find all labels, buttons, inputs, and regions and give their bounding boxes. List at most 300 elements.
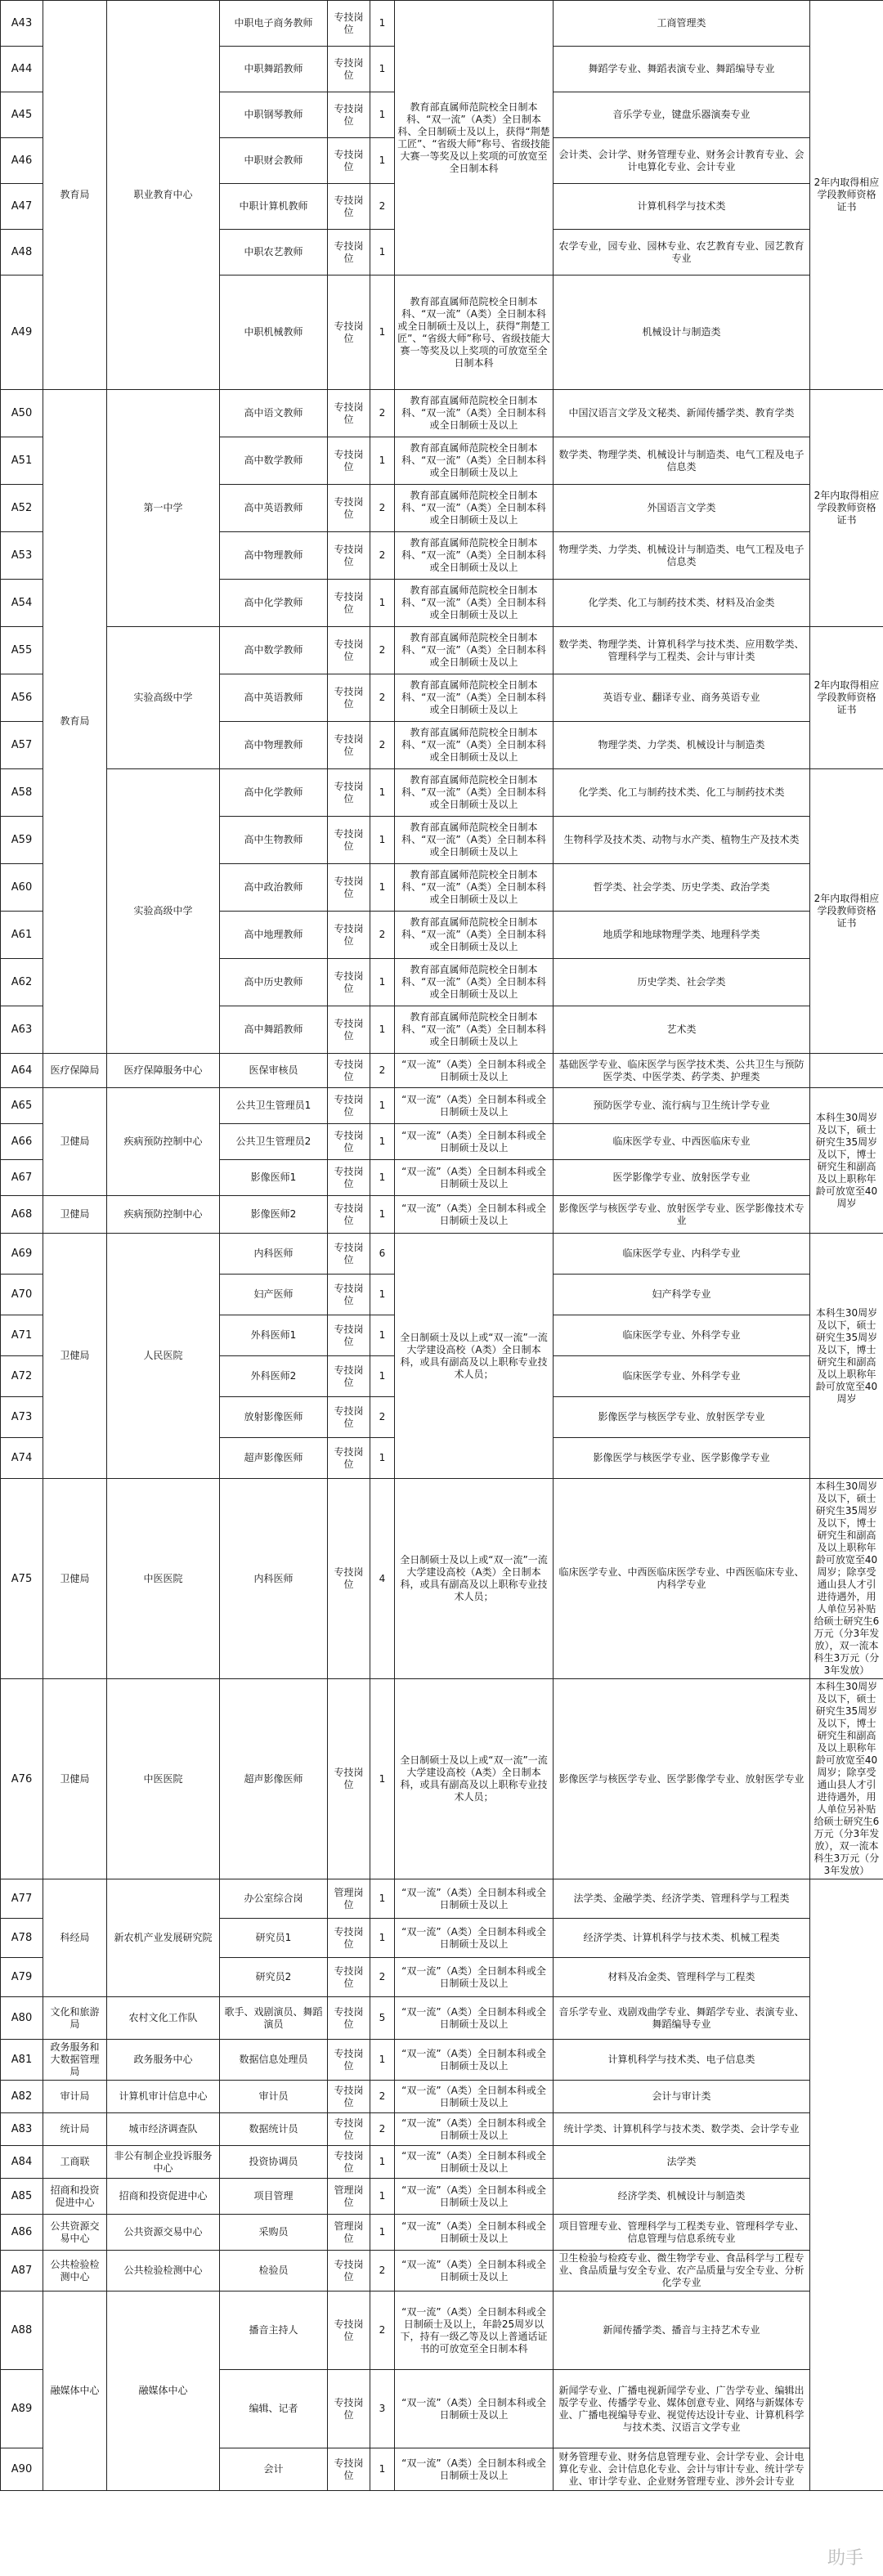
post-count: 1	[370, 1438, 395, 1479]
unit-cell: 实验高级中学	[107, 769, 220, 1054]
unit-cell: 公共检验检测中心	[107, 2251, 220, 2292]
post-count: 1	[370, 2448, 395, 2491]
major-cell: 物理学类、力学类、机械设计与制造类	[554, 722, 810, 769]
table-row	[1, 2040, 883, 2081]
post-count: 2	[370, 390, 395, 437]
condition-cell: “双一流”（A类）全日制本科或全日制硕士及以上	[395, 2370, 554, 2448]
post-count: 1	[370, 1160, 395, 1196]
post-code: A58	[1, 769, 43, 817]
post-type: 专技岗位	[328, 1124, 370, 1160]
major-cell: 会计与审计类	[554, 2081, 810, 2113]
major-cell: 计算机科学与技术类、电子信息类	[554, 2040, 810, 2081]
condition-cell: 教育部直属师范院校全日制本科、“双一流”（A类）全日制本科或全日制硕士及以上	[395, 437, 554, 485]
condition-cell: “双一流”（A类）全日制本科或全日制硕士及以上	[395, 2215, 554, 2251]
post-name: 高中生物教师	[220, 817, 328, 864]
condition-cell: “双一流”（A类）全日制本科或全日制硕士及以上	[395, 1958, 554, 1997]
major-cell: 数学类、物理学类、计算机科学与技术类、应用数学类、管理科学与工程类、会计与审计类	[554, 627, 810, 674]
note-cell	[810, 1879, 883, 2491]
post-name: 投资协调员	[220, 2146, 328, 2179]
major-cell: 法学类	[554, 2146, 810, 2179]
post-type: 专技岗位	[328, 1054, 370, 1088]
condition-cell: 教育部直属师范院校全日制本科、“双一流”（A类）全日制本科或全日制硕士及以上	[395, 485, 554, 532]
post-code: A62	[1, 959, 43, 1006]
post-name: 公共卫生管理员1	[220, 1088, 328, 1124]
major-cell: 影像医学与核医学专业、放射医学专业、医学影像技术专业	[554, 1196, 810, 1234]
post-count: 1	[370, 1196, 395, 1234]
department-cell: 卫健局	[43, 1196, 107, 1234]
post-type: 专技岗位	[328, 532, 370, 580]
condition-cell: “双一流”（A类）全日制本科或全日制硕士及以上	[395, 2448, 554, 2491]
table-row	[1, 2113, 883, 2146]
post-name: 中职电子商务教师	[220, 1, 328, 47]
major-cell: 影像医学与核医学专业、放射医学专业	[554, 1397, 810, 1438]
post-name: 中职计算机教师	[220, 184, 328, 230]
post-type: 专技岗位	[328, 1160, 370, 1196]
post-code: A51	[1, 437, 43, 485]
post-code: A60	[1, 864, 43, 912]
unit-cell: 中医医院	[107, 1679, 220, 1879]
major-cell: 艺术类	[554, 1006, 810, 1054]
post-code: A52	[1, 485, 43, 532]
major-cell: 音乐学专业，键盘乐器演奏专业	[554, 92, 810, 138]
unit-cell: 人民医院	[107, 1234, 220, 1479]
condition-cell: “双一流”（A类）全日制本科或全日制硕士及以上	[395, 1054, 554, 1088]
post-code: A71	[1, 1315, 43, 1356]
post-type: 专技岗位	[328, 1196, 370, 1234]
condition-cell: 教育部直属师范院校全日制本科、“双一流”（A类）全日制本科或全日制硕士及以上	[395, 912, 554, 959]
post-name: 检验员	[220, 2251, 328, 2292]
post-code: A90	[1, 2448, 43, 2491]
post-code: A54	[1, 580, 43, 627]
post-count: 1	[370, 1879, 395, 1919]
post-type: 专技岗位	[328, 1479, 370, 1679]
post-name: 高中化学教师	[220, 769, 328, 817]
post-type: 专技岗位	[328, 1088, 370, 1124]
post-type: 专技岗位	[328, 1397, 370, 1438]
condition-cell: 教育部直属师范院校全日制本科、“双一流”（A类）全日制本科、全日制硕士及以上，获得“荆楚工匠”、“省级大师”称号、省级技能大赛一等奖及以上奖项的可放宽至全日制本科	[395, 1, 554, 276]
post-count: 1	[370, 1006, 395, 1054]
table-row	[1, 1088, 883, 1124]
post-type: 专技岗位	[328, 1679, 370, 1879]
department-cell: 教育局	[43, 390, 107, 1054]
table-row	[1, 627, 883, 674]
condition-cell: “双一流”（A类）全日制本科或全日制硕士及以上	[395, 1879, 554, 1919]
post-type: 专技岗位	[328, 864, 370, 912]
major-cell: 计算机科学与技术类	[554, 184, 810, 230]
table-row	[1, 2292, 883, 2370]
department-cell: 统计局	[43, 2113, 107, 2146]
post-name: 数据信息处理员	[220, 2040, 328, 2081]
post-count: 2	[370, 2113, 395, 2146]
post-code: A56	[1, 674, 43, 722]
post-type: 专技岗位	[328, 1997, 370, 2040]
post-name: 中职舞蹈教师	[220, 47, 328, 92]
major-cell: 历史学类、社会学类	[554, 959, 810, 1006]
post-count: 1	[370, 2040, 395, 2081]
condition-cell: “双一流”（A类）全日制本科或全日制硕士及以上	[395, 1124, 554, 1160]
major-cell: 哲学类、社会学类、历史学类、政治学类	[554, 864, 810, 912]
post-type: 管理岗位	[328, 2179, 370, 2215]
unit-cell: 实验高级中学	[107, 627, 220, 769]
post-type: 专技岗位	[328, 2040, 370, 2081]
post-count: 1	[370, 1, 395, 47]
major-cell: 数学类、物理学类、机械设计与制造类、电气工程及电子信息类	[554, 437, 810, 485]
post-code: A82	[1, 2081, 43, 2113]
table-row	[1, 2081, 883, 2113]
condition-cell: 教育部直属师范院校全日制本科、“双一流”（A类）全日制本科或全日制硕士及以上	[395, 769, 554, 817]
major-cell: 农学专业，园专业、园林专业、农艺教育专业、园艺教育专业	[554, 230, 810, 276]
post-code: A84	[1, 2146, 43, 2179]
major-cell: 英语专业、翻译专业、商务英语专业	[554, 674, 810, 722]
post-type: 管理岗位	[328, 2215, 370, 2251]
post-code: A46	[1, 138, 43, 184]
post-code: A55	[1, 627, 43, 674]
post-count: 2	[370, 1958, 395, 1997]
post-name: 会计	[220, 2448, 328, 2491]
post-type: 专技岗位	[328, 47, 370, 92]
post-code: A64	[1, 1054, 43, 1088]
department-cell: 政务服务和大数据管理局	[43, 2040, 107, 2081]
post-count: 2	[370, 532, 395, 580]
post-name: 公共卫生管理员2	[220, 1124, 328, 1160]
post-count: 1	[370, 2146, 395, 2179]
post-type: 专技岗位	[328, 1356, 370, 1397]
post-count: 1	[370, 437, 395, 485]
post-type: 专技岗位	[328, 1006, 370, 1054]
major-cell: 影像医学与核医学专业、医学影像学专业、放射医学专业	[554, 1679, 810, 1879]
note-cell	[810, 1054, 883, 1088]
note-cell: 本科生30周岁及以下，硕士研究生35周岁及以下，博士研究生和副高及以上职称年龄可放宽至40周岁	[810, 1234, 883, 1479]
department-cell: 卫健局	[43, 1234, 107, 1479]
post-name: 妇产医师	[220, 1275, 328, 1315]
unit-cell: 疾病预防控制中心	[107, 1196, 220, 1234]
post-type: 专技岗位	[328, 2251, 370, 2292]
condition-cell: “双一流”（A类）全日制本科或全日制硕士及以上	[395, 2113, 554, 2146]
post-name: 高中历史教师	[220, 959, 328, 1006]
note-cell: 2年内取得相应学段教师资格证书	[810, 769, 883, 1054]
post-type: 专技岗位	[328, 1275, 370, 1315]
condition-cell: “双一流”（A类）全日制本科或全日制硕士及以上	[395, 1997, 554, 2040]
post-code: A80	[1, 1997, 43, 2040]
post-type: 专技岗位	[328, 2081, 370, 2113]
post-code: A79	[1, 1958, 43, 1997]
post-type: 专技岗位	[328, 184, 370, 230]
department-cell: 医疗保障局	[43, 1054, 107, 1088]
condition-cell: “双一流”（A类）全日制本科或全日制硕士及以上	[395, 1919, 554, 1958]
post-code: A59	[1, 817, 43, 864]
table-row	[1, 2251, 883, 2292]
post-count: 2	[370, 2081, 395, 2113]
unit-cell: 第一中学	[107, 390, 220, 627]
table-row	[1, 2146, 883, 2179]
department-cell: 融媒体中心	[43, 2292, 107, 2491]
major-cell: 临床医学专业、内科学专业	[554, 1234, 810, 1275]
post-count: 2	[370, 912, 395, 959]
major-cell: 外国语言文学类	[554, 485, 810, 532]
post-count: 2	[370, 1397, 395, 1438]
post-type: 管理岗位	[328, 1879, 370, 1919]
post-count: 3	[370, 2370, 395, 2448]
post-name: 高中化学教师	[220, 580, 328, 627]
post-code: A81	[1, 2040, 43, 2081]
note-cell: 本科生30周岁及以下，硕士研究生35周岁及以下，博士研究生和副高及以上职称年龄可放宽至40周岁；除享受通山县人才引进待遇外，用人单位另补贴给硕士研究生6万元（分3年发放），双一流本科生3万元（分3年发放）	[810, 1679, 883, 1879]
major-cell: 舞蹈学专业、舞蹈表演专业、舞蹈编导专业	[554, 47, 810, 92]
major-cell: 预防医学专业、流行病与卫生统计学专业	[554, 1088, 810, 1124]
post-count: 2	[370, 184, 395, 230]
post-code: A83	[1, 2113, 43, 2146]
post-code: A65	[1, 1088, 43, 1124]
major-cell: 医学影像学专业、放射医学专业	[554, 1160, 810, 1196]
post-name: 高中舞蹈教师	[220, 1006, 328, 1054]
post-name: 中职财会教师	[220, 138, 328, 184]
post-count: 2	[370, 674, 395, 722]
post-name: 医保审核员	[220, 1054, 328, 1088]
post-type: 专技岗位	[328, 1234, 370, 1275]
condition-cell: 教育部直属师范院校全日制本科、“双一流”（A类）全日制本科或全日制硕士及以上	[395, 1006, 554, 1054]
post-name: 高中英语教师	[220, 674, 328, 722]
major-cell: 工商管理类	[554, 1, 810, 47]
post-type: 专技岗位	[328, 912, 370, 959]
department-cell: 卫健局	[43, 1479, 107, 1679]
post-type: 专技岗位	[328, 2370, 370, 2448]
post-type: 专技岗位	[328, 959, 370, 1006]
major-cell: 项目管理专业、管理科学与工程类专业、管理科学专业、信息管理与信息系统专业	[554, 2215, 810, 2251]
department-cell: 教育局	[43, 1, 107, 390]
condition-cell: “双一流”（A类）全日制本科或全日制硕士及以上	[395, 1088, 554, 1124]
table-row	[1, 1234, 883, 1275]
post-type: 专技岗位	[328, 674, 370, 722]
major-cell: 妇产科学专业	[554, 1275, 810, 1315]
post-code: A63	[1, 1006, 43, 1054]
note-cell: 2年内取得相应学段教师资格证书	[810, 1, 883, 390]
post-type: 专技岗位	[328, 276, 370, 390]
unit-cell: 疾病预防控制中心	[107, 1088, 220, 1196]
post-code: A66	[1, 1124, 43, 1160]
condition-cell: 教育部直属师范院校全日制本科、“双一流”（A类）全日制本科或全日制硕士及以上	[395, 817, 554, 864]
condition-cell: “双一流”（A类）全日制本科或全日制硕士及以上	[395, 2081, 554, 2113]
post-name: 编辑、记者	[220, 2370, 328, 2448]
post-type: 专技岗位	[328, 1, 370, 47]
post-type: 专技岗位	[328, 2146, 370, 2179]
post-count: 1	[370, 817, 395, 864]
post-count: 2	[370, 2292, 395, 2370]
post-count: 1	[370, 580, 395, 627]
major-cell: 中国汉语言文学及文秘类、新闻传播学类、教育学类	[554, 390, 810, 437]
department-cell: 公共资源交易中心	[43, 2215, 107, 2251]
post-count: 1	[370, 1356, 395, 1397]
post-type: 专技岗位	[328, 769, 370, 817]
condition-cell: “双一流”（A类）全日制本科或全日制硕士及以上，年龄25周岁以下，持有一级乙等及以上普通话证书的可放宽至全日制本科	[395, 2292, 554, 2370]
table-row	[1, 390, 883, 437]
unit-cell: 新农机产业发展研究院	[107, 1879, 220, 1997]
post-type: 专技岗位	[328, 2448, 370, 2491]
unit-cell: 职业教育中心	[107, 1, 220, 390]
post-type: 专技岗位	[328, 390, 370, 437]
post-code: A73	[1, 1397, 43, 1438]
post-count: 5	[370, 1997, 395, 2040]
post-type: 专技岗位	[328, 138, 370, 184]
post-code: A87	[1, 2251, 43, 2292]
post-name: 高中语文教师	[220, 390, 328, 437]
condition-cell: 教育部直属师范院校全日制本科、“双一流”（A类）全日制本科或全日制硕士及以上	[395, 722, 554, 769]
post-name: 超声影像医师	[220, 1438, 328, 1479]
post-count: 1	[370, 276, 395, 390]
post-type: 专技岗位	[328, 485, 370, 532]
post-name: 中职钢琴教师	[220, 92, 328, 138]
post-type: 专技岗位	[328, 1315, 370, 1356]
condition-cell: 教育部直属师范院校全日制本科、“双一流”（A类）全日制本科或全日制硕士及以上，获得“荆楚工匠”、“省级大师”称号、省级技能大赛一等奖及以上奖项的可放宽至全日制本科	[395, 276, 554, 390]
post-code: A49	[1, 276, 43, 390]
post-type: 专技岗位	[328, 1438, 370, 1479]
condition-cell: 教育部直属师范院校全日制本科、“双一流”（A类）全日制本科或全日制硕士及以上	[395, 390, 554, 437]
post-name: 外科医师2	[220, 1356, 328, 1397]
post-name: 研究员1	[220, 1919, 328, 1958]
post-name: 办公室综合岗	[220, 1879, 328, 1919]
post-count: 1	[370, 138, 395, 184]
unit-cell: 融媒体中心	[107, 2292, 220, 2491]
post-name: 采购员	[220, 2215, 328, 2251]
condition-cell: 全日制硕士及以上或“双一流”一流大学建设高校（A类）全日制本科，或具有副高及以上职称专业技术人员；	[395, 1679, 554, 1879]
condition-cell: “双一流”（A类）全日制本科或全日制硕士及以上	[395, 1196, 554, 1234]
post-name: 高中物理教师	[220, 722, 328, 769]
post-type: 专技岗位	[328, 627, 370, 674]
note-cell: 本科生30周岁及以下，硕士研究生35周岁及以下，博士研究生和副高及以上职称年龄可放宽至40周岁	[810, 1088, 883, 1234]
post-type: 专技岗位	[328, 2113, 370, 2146]
condition-cell: 教育部直属师范院校全日制本科、“双一流”（A类）全日制本科或全日制硕士及以上	[395, 580, 554, 627]
table-row	[1, 1196, 883, 1234]
condition-cell: “双一流”（A类）全日制本科或全日制硕士及以上	[395, 2040, 554, 2081]
post-code: A47	[1, 184, 43, 230]
post-count: 1	[370, 1124, 395, 1160]
condition-cell: 教育部直属师范院校全日制本科、“双一流”（A类）全日制本科或全日制硕士及以上	[395, 864, 554, 912]
post-count: 1	[370, 92, 395, 138]
post-count: 1	[370, 1315, 395, 1356]
post-name: 中职农艺教师	[220, 230, 328, 276]
post-count: 1	[370, 1088, 395, 1124]
post-code: A57	[1, 722, 43, 769]
major-cell: 基础医学专业、临床医学与医学技术类、公共卫生与预防医学类、中医学类、药学类、护理类	[554, 1054, 810, 1088]
post-code: A75	[1, 1479, 43, 1679]
table-row	[1, 1479, 883, 1679]
post-code: A72	[1, 1356, 43, 1397]
post-type: 专技岗位	[328, 437, 370, 485]
post-name: 高中地理教师	[220, 912, 328, 959]
major-cell: 地质学和地球物理学类、地理科学类	[554, 912, 810, 959]
post-code: A67	[1, 1160, 43, 1196]
major-cell: 会计类、会计学、财务管理专业、财务会计教育专业、会计电算化专业、会计专业	[554, 138, 810, 184]
condition-cell: 全日制硕士及以上或“双一流”一流大学建设高校（A类）全日制本科，或具有副高及以上职称专业技术人员；	[395, 1234, 554, 1479]
unit-cell: 计算机审计信息中心	[107, 2081, 220, 2113]
post-code: A43	[1, 1, 43, 47]
post-count: 6	[370, 1234, 395, 1275]
post-count: 2	[370, 1054, 395, 1088]
unit-cell: 农村文化工作队	[107, 1997, 220, 2040]
table-row	[1, 769, 883, 817]
post-name: 放射影像医师	[220, 1397, 328, 1438]
post-name: 歌手、戏剧演员、舞蹈演员	[220, 1997, 328, 2040]
table-row	[1, 1, 883, 47]
post-count: 1	[370, 2179, 395, 2215]
department-cell: 卫健局	[43, 1679, 107, 1879]
major-cell: 物理学类、力学类、机械设计与制造类、电气工程及电子信息类	[554, 532, 810, 580]
department-cell: 招商和投资促进中心	[43, 2179, 107, 2215]
post-type: 专技岗位	[328, 1919, 370, 1958]
department-cell: 科经局	[43, 1879, 107, 1997]
condition-cell: 教育部直属师范院校全日制本科、“双一流”（A类）全日制本科或全日制硕士及以上	[395, 532, 554, 580]
major-cell: 化学类、化工与制药技术类、化工与制药技术类	[554, 769, 810, 817]
major-cell: 音乐学专业、戏剧戏曲学专业、舞蹈学专业、表演专业、舞蹈编导专业	[554, 1997, 810, 2040]
post-count: 2	[370, 627, 395, 674]
post-type: 专技岗位	[328, 580, 370, 627]
post-name: 高中数学教师	[220, 437, 328, 485]
post-count: 2	[370, 722, 395, 769]
post-count: 4	[370, 1479, 395, 1679]
post-name: 高中政治教师	[220, 864, 328, 912]
condition-cell: “双一流”（A类）全日制本科或全日制硕士及以上	[395, 1160, 554, 1196]
watermark: 助手	[827, 2548, 863, 2569]
table-row	[1, 2215, 883, 2251]
post-code: A44	[1, 47, 43, 92]
major-cell: 卫生检验与检疫专业、微生物学专业、食品科学与工程专业、食品质量与安全专业、农产品质量与安全专业、分析化学专业	[554, 2251, 810, 2292]
major-cell: 新闻学专业、广播电视新闻学专业、广告学专业、编辑出版学专业、传播学专业、媒体创意专业、网络与新媒体专业、广播电视编导专业、视觉传达设计专业、计算机科学与技术类、汉语言文学专业	[554, 2370, 810, 2448]
major-cell: 材料及冶金类、管理科学与工程类	[554, 1958, 810, 1997]
post-type: 专技岗位	[328, 1958, 370, 1997]
major-cell: 经济学类、计算机科学与技术类、机械工程类	[554, 1919, 810, 1958]
major-cell: 临床医学专业、中西医临床专业	[554, 1124, 810, 1160]
major-cell: 统计学类、计算机科学与技术类、数学类、会计学专业	[554, 2113, 810, 2146]
unit-cell: 招商和投资促进中心	[107, 2179, 220, 2215]
post-name: 内科医师	[220, 1234, 328, 1275]
post-code: A77	[1, 1879, 43, 1919]
note-cell: 2年内取得相应学段教师资格证书	[810, 390, 883, 627]
major-cell: 临床医学专业、外科学专业	[554, 1356, 810, 1397]
table-body	[1, 1, 883, 2491]
table-row	[1, 1879, 883, 1919]
note-cell: 本科生30周岁及以下，硕士研究生35周岁及以下，博士研究生和副高及以上职称年龄可放宽至40周岁；除享受通山县人才引进待遇外，用人单位另补贴给硕士研究生6万元（分3年发放），双一流本科生3万元（分3年发放）	[810, 1479, 883, 1679]
condition-cell: 教育部直属师范院校全日制本科、“双一流”（A类）全日制本科或全日制硕士及以上	[395, 959, 554, 1006]
post-code: A48	[1, 230, 43, 276]
post-type: 专技岗位	[328, 817, 370, 864]
condition-cell: “双一流”（A类）全日制本科或全日制硕士及以上	[395, 2179, 554, 2215]
post-code: A88	[1, 2292, 43, 2370]
major-cell: 新闻传播学类、播音与主持艺术专业	[554, 2292, 810, 2370]
post-name: 内科医师	[220, 1479, 328, 1679]
major-cell: 财务管理专业、财务信息管理专业、会计学专业、会计电算化专业、会计信息化专业、会计与审计专业、统计学专业、审计学专业、企业财务管理专业、涉外会计专业	[554, 2448, 810, 2491]
post-code: A78	[1, 1919, 43, 1958]
post-count: 1	[370, 864, 395, 912]
post-count: 1	[370, 1919, 395, 1958]
condition-cell: 教育部直属师范院校全日制本科、“双一流”（A类）全日制本科或全日制硕士及以上	[395, 627, 554, 674]
major-cell: 生物科学及技术类、动物与水产类、植物生产及技术类	[554, 817, 810, 864]
post-name: 播音主持人	[220, 2292, 328, 2370]
major-cell: 临床医学专业、中西医临床医学专业、中西医临床专业、内科学专业	[554, 1479, 810, 1679]
post-name: 影像医师2	[220, 1196, 328, 1234]
post-name: 高中数学教师	[220, 627, 328, 674]
major-cell: 影像医学与核医学专业、医学影像学专业	[554, 1438, 810, 1479]
post-name: 研究员2	[220, 1958, 328, 1997]
condition-cell: 全日制硕士及以上或“双一流”一流大学建设高校（A类）全日制本科，或具有副高及以上职称专业技术人员；	[395, 1479, 554, 1679]
major-cell: 临床医学专业、外科学专业	[554, 1315, 810, 1356]
post-code: A76	[1, 1679, 43, 1879]
post-name: 影像医师1	[220, 1160, 328, 1196]
unit-cell: 医疗保障服务中心	[107, 1054, 220, 1088]
post-type: 专技岗位	[328, 2292, 370, 2370]
unit-cell: 公共资源交易中心	[107, 2215, 220, 2251]
post-type: 专技岗位	[328, 92, 370, 138]
department-cell: 文化和旅游局	[43, 1997, 107, 2040]
major-cell: 经济学类、机械设计与制造类	[554, 2179, 810, 2215]
post-code: A53	[1, 532, 43, 580]
